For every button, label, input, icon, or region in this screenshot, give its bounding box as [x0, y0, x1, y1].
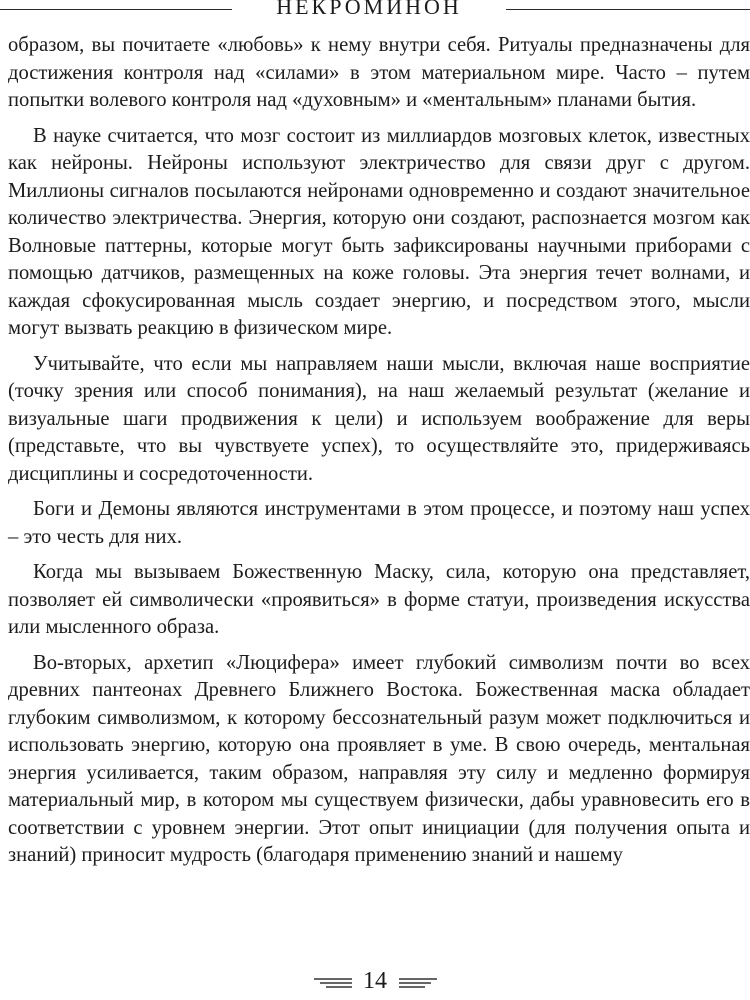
paragraph-6: Во-вторых, архетип «Люцифера» имеет глубокий символизм почти во всех древних пантеонах Древнего Ближнего Востока. Божественная маска обладает глубоким символизмом, к которому бессознательный разум может подключиться и использовать энергию, которую она проявляет в уме. В свою очередь, ментальная энергия усиливается, таким образом, направляя эту силу и медленно формируя материальный мир, в котором мы существуем физически, дабы уравновесить его в соответствии с уровнем энергии. Этот опыт инициации (для получения опыта и знаний) приносит мудрость (благодаря применению знаний и нашему: [8, 651, 750, 866]
paragraph-5: Когда мы вызываем Божественную Маску, сила, которую она представляет, позволяет ей символически «проявиться» в форме статуи, произведения искусства или мысленного образа.: [8, 561, 750, 638]
running-header: [0, 0, 750, 22]
page-footer: [0, 966, 750, 1000]
paragraph-1: образом, вы почитаете «любовь» к нему внутри себя. Ритуалы предназначены для достижения контроля над «силами» в этом материальном мире. Часто – путем попытки волевого контроля над «духовным» и «ментальным» планами бытия.: [8, 34, 750, 111]
paragraph-2: В науке считается, что мозг состоит из миллиардов мозговых клеток, известных как нейроны. Нейроны используют электричество для связи друг с другом. Миллионы сигналов посылаются нейронами одновременно и создают значительное количество электричества. Энергия, которую они создают, распознается мозгом как Волновые паттерны, которые могут быть зафиксированы научными приборами с помощью датчиков, размещенных на коже головы. Эта энергия течет волнами, и каждая сфокусированная мысль создает энергию, и посредством этого, мысли могут вызвать реакцию в физическом мире.: [8, 124, 750, 339]
footer-ornament-right-icon: [395, 976, 439, 990]
book-title: НЕКРОМИНОН: [276, 0, 462, 19]
paragraph-3: Учитывайте, что если мы направляем наши мысли, включая наше восприятие (точку зрения или способ понимания), на наш желаемый результат (желание и визуальные шаги продвижения к цели) и используем воображение для веры (представьте, что вы чувствуете успех), то осуществляйте это, придерживаясь дисциплины и сосредоточенности.: [8, 352, 750, 485]
header-rule-left: [0, 9, 232, 10]
paragraph-4: Боги и Демоны являются инструментами в этом процессе, и поэтому наш успех – это честь для них.: [8, 498, 750, 548]
footer-ornament-left-icon: [312, 976, 356, 990]
page-number: 14: [363, 968, 387, 994]
header-rule-right: [506, 9, 750, 10]
body-text: [8, 32, 750, 878]
